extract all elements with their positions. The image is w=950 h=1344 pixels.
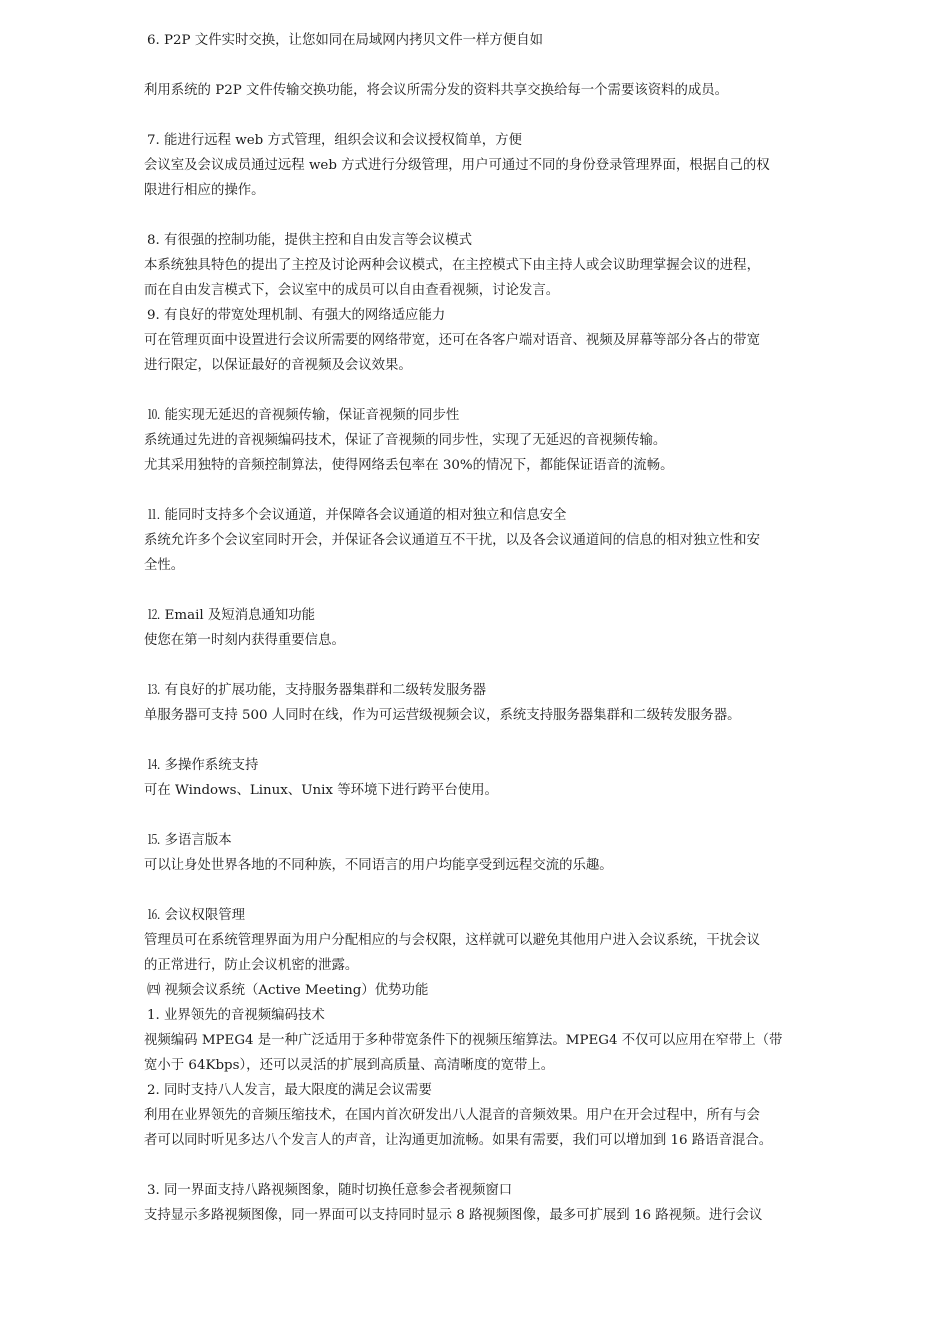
body-text-line: 限进行相应的操作。	[144, 183, 265, 198]
document-section	[144, 403, 814, 503]
section-heading: 6. P2P 文件实时交换，让您如同在局域网内拷贝文件一样方便自如	[147, 33, 543, 48]
paragraph-spacer	[144, 803, 814, 828]
document-section	[144, 753, 814, 828]
section-heading: ⒑ 能实现无延迟的音视频传输，保证音视频的同步性	[147, 408, 460, 423]
document-section	[144, 1078, 814, 1178]
document-section	[144, 1178, 814, 1228]
body-text-line: 利用在业界领先的音频压缩技术，在国内首次研发出八人混音的音频效果。用户在开会过程中，所有与会	[144, 1108, 760, 1123]
document-section	[144, 903, 814, 978]
body-text-line: 利用系统的 P2P 文件传输交换功能，将会议所需分发的资料共享交换给每一个需要该资料的成员。	[144, 83, 729, 98]
document-section	[144, 828, 814, 903]
section-heading: 2. 同时支持八人发言，最大限度的满足会议需要	[147, 1083, 432, 1098]
document-section	[144, 128, 814, 228]
document-page	[144, 28, 814, 1228]
body-text-line: 的正常进行，防止会议机密的泄露。	[144, 958, 359, 973]
body-text-line: 管理员可在系统管理界面为用户分配相应的与会权限，这样就可以避免其他用户进入会议系统，干扰会议	[144, 933, 760, 948]
body-text-line: 全性。	[144, 558, 185, 573]
document-section	[144, 303, 814, 403]
body-text-line: 进行限定，以保证最好的音视频及会议效果。	[144, 358, 412, 373]
section-heading: 8. 有很强的控制功能，提供主控和自由发言等会议模式	[147, 233, 473, 248]
paragraph-spacer	[144, 103, 814, 128]
document-section	[144, 1003, 814, 1078]
body-text-line: 系统通过先进的音视频编码技术，保证了音视频的同步性，实现了无延迟的音视频传输。	[144, 433, 667, 448]
body-text-line: 尤其采用独特的音频控制算法，使得网络丢包率在 30%的情况下，都能保证语音的流畅。	[144, 458, 674, 473]
body-text-line: 宽小于 64Kbps），还可以灵活的扩展到高质量、高清晰度的宽带上。	[144, 1058, 555, 1073]
document-section	[144, 28, 814, 128]
section-heading: ⒔ 有良好的扩展功能，支持服务器集群和二级转发服务器	[147, 683, 487, 698]
document-section	[144, 228, 814, 303]
paragraph-spacer	[144, 53, 814, 78]
paragraph-spacer	[144, 1153, 814, 1178]
document-section	[144, 503, 814, 603]
section-heading: ⒗ 会议权限管理	[147, 908, 245, 923]
body-text-line: 系统允许多个会议室同时开会，并保证各会议通道互不干扰，以及各会议通道间的信息的相对独立性和安	[144, 533, 760, 548]
body-text-line: 可以让身处世界各地的不同种族，不同语言的用户均能享受到远程交流的乐趣。	[144, 858, 613, 873]
section-heading: ㈣ 视频会议系统（Active Meeting）优势功能	[147, 983, 429, 998]
section-heading: ⒕ 多操作系统支持	[147, 758, 259, 773]
paragraph-spacer	[144, 478, 814, 503]
body-text-line: 可在 Windows、Linux、Unix 等环境下进行跨平台使用。	[144, 783, 498, 798]
document-section	[144, 978, 814, 1003]
body-text-line: 本系统独具特色的提出了主控及讨论两种会议模式，在主控模式下由主持人或会议助理掌握会议的进程，	[144, 258, 760, 273]
section-heading: 1. 业界领先的音视频编码技术	[147, 1008, 325, 1023]
paragraph-spacer	[144, 878, 814, 903]
paragraph-spacer	[144, 653, 814, 678]
section-heading: ⒓ Email 及短消息通知功能	[147, 608, 316, 623]
body-text-line: 使您在第一时刻内获得重要信息。	[144, 633, 345, 648]
section-heading: 3. 同一界面支持八路视频图象，随时切换任意参会者视频窗口	[147, 1183, 513, 1198]
paragraph-spacer	[144, 378, 814, 403]
section-heading: ⒒ 能同时支持多个会议通道，并保障各会议通道的相对独立和信息安全	[147, 508, 567, 523]
section-heading: ⒖ 多语言版本	[147, 833, 232, 848]
body-text-line: 可在管理页面中设置进行会议所需要的网络带宽，还可在各客户端对语音、视频及屏幕等部分各占的带宽	[144, 333, 760, 348]
paragraph-spacer	[144, 203, 814, 228]
paragraph-spacer	[144, 578, 814, 603]
section-heading: 7. 能进行远程 web 方式管理，组织会议和会议授权简单，方便	[147, 133, 522, 148]
body-text-line: 支持显示多路视频图像，同一界面可以支持同时显示 8 路视频图像，最多可扩展到 16 路视频。进行会议	[144, 1208, 763, 1223]
document-section	[144, 603, 814, 678]
body-text-line: 视频编码 MPEG4 是一种广泛适用于多种带宽条件下的视频压缩算法。MPEG4 不仅可以应用在窄带上（带	[144, 1033, 783, 1048]
body-text-line: 会议室及会议成员通过远程 web 方式进行分级管理，用户可通过不同的身份登录管理界面，根据自己的权	[144, 158, 770, 173]
document-section	[144, 678, 814, 753]
body-text-line: 而在自由发言模式下，会议室中的成员可以自由查看视频，讨论发言。	[144, 283, 560, 298]
body-text-line: 者可以同时听见多达八个发言人的声音，让沟通更加流畅。如果有需要，我们可以增加到 16 路语音混合。	[144, 1133, 773, 1148]
section-heading: 9. 有良好的带宽处理机制、有强大的网络适应能力	[147, 308, 446, 323]
body-text-line: 单服务器可支持 500 人同时在线，作为可运营级视频会议，系统支持服务器集群和二级转发服务器。	[144, 708, 741, 723]
paragraph-spacer	[144, 728, 814, 753]
